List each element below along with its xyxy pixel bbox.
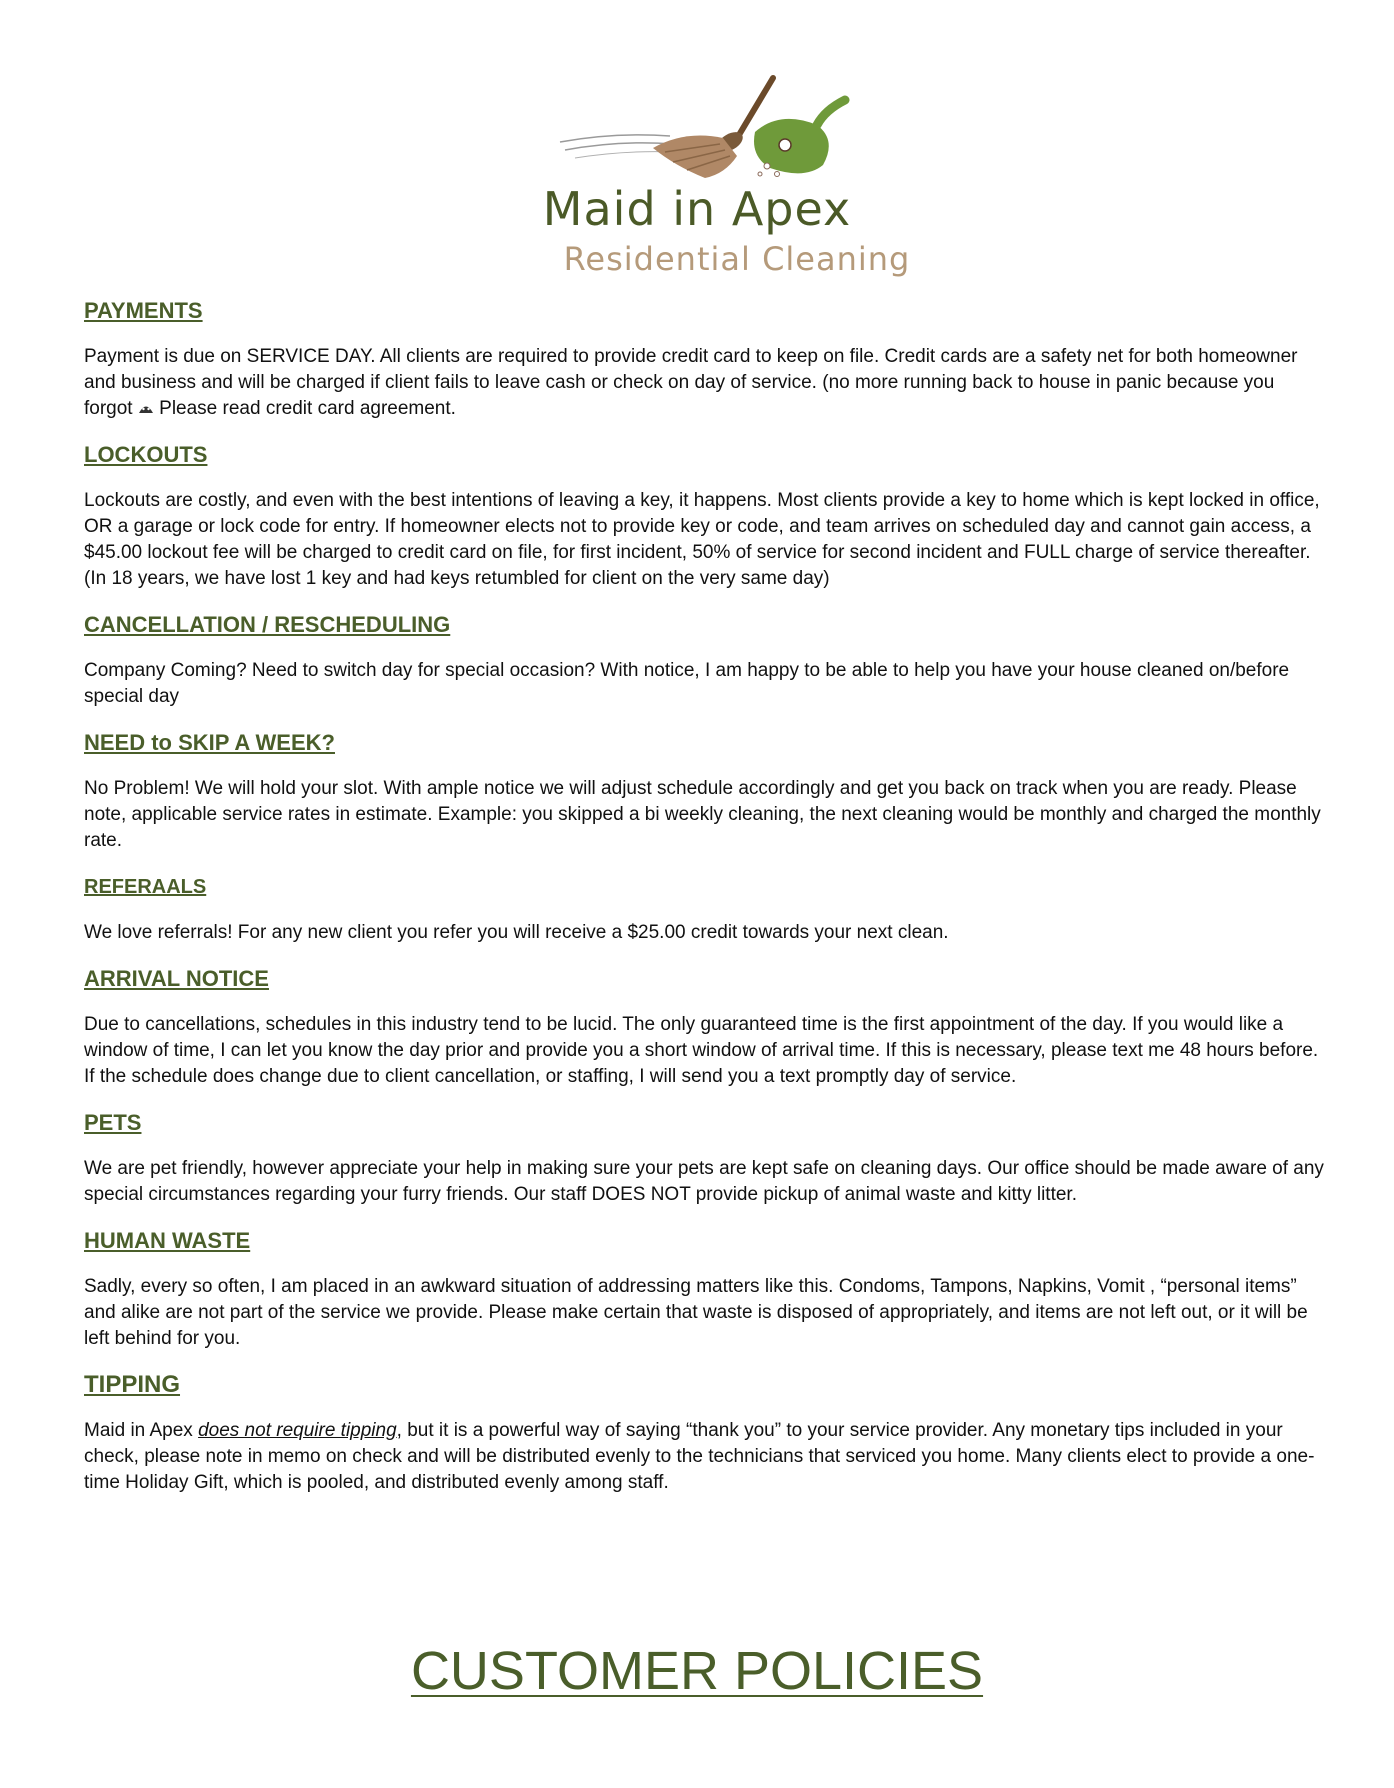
section-heading-tipping: TIPPING (84, 1371, 181, 1398)
footer-title: CUSTOMER POLICIES (410, 1641, 984, 1701)
section-heading-referrals: REFERAALS (84, 876, 207, 898)
section-heading-payments: PAYMENTS (84, 298, 203, 323)
tipping-text-part1: Maid in Apex (84, 1420, 199, 1441)
brand-name: Maid in Apex (542, 182, 852, 236)
section-body-payments (84, 344, 1324, 422)
payments-text-part2: Please read credit card agreement. (153, 398, 456, 419)
brand-tagline: Residential Cleaning (563, 240, 911, 278)
section-body-pets: We are pet friendly, however appreciate your help in making sure your pets are kept safe on cleaning days. Our office should be made aware of any special circumstances regarding your furry friends. Our staff DOES NOT provide pickup of animal waste and kitty litter. (84, 1158, 1324, 1205)
section-body-referrals: We love referrals! For any new client you refer you will receive a $25.00 credit towards your next clean. (84, 922, 949, 943)
section-heading-pets: PETS (84, 1110, 142, 1135)
tipping-emphasis: does not require tipping (198, 1420, 397, 1441)
section-heading-lockouts: LOCKOUTS (84, 442, 208, 467)
payments-text-part1: Payment is due on SERVICE DAY. All clients are required to provide credit card to keep on file. Credit cards are a safety net for both homeowner and business and will be charged if client fails to leave cash or check on day of service. (no more running back to house in panic because you forgot (84, 346, 1298, 419)
section-body-cancellation: Company Coming? Need to switch day for special occasion? With notice, I am happy to be able to help you have your house cleaned on/before special day (84, 660, 1290, 707)
section-heading-cancellation: CANCELLATION / RESCHEDULING (84, 612, 451, 637)
small-face-emoji-icon (138, 402, 154, 414)
policy-content (84, 298, 1324, 1516)
tipping-text-part2: , but it is a powerful way of saying “thank you” to your service provider. Any monetary tips included in your check, please note in memo on check and will be distributed evenly to the technicians that serviced you home. Many clients elect to provide a one-time Holiday Gift, which is pooled, and distributed evenly among staff. (84, 1420, 1315, 1493)
section-body-human-waste: Sadly, every so often, I am placed in an awkward situation of addressing matters like this. Condoms, Tampons, Napkins, Vomit , “personal items” and alike are not part of the service we provide. Please make certain that waste is disposed of appropriately, and items are not left out, or it will be left behind for you. (84, 1276, 1308, 1349)
section-body-lockouts: Lockouts are costly, and even with the best intentions of leaving a key, it happens. Most clients provide a key to home which is kept locked in office, OR a garage or lock code for entry. If homeowner elects not to provide key or code, and team arrives on scheduled day and cannot gain access, a $45.00 lockout fee will be charged to credit card on file, for first incident, 50% of service for second incident and FULL charge of service thereafter. (In 18 years, we have lost 1 key and had keys retumbled for client on the very same day) (84, 490, 1320, 589)
section-body-skip-week: No Problem! We will hold your slot. With ample notice we will adjust schedule accordingly and get you back on track when you are ready. Please note, applicable service rates in estimate. Example: you skipped a bi weekly cleaning, the next cleaning would be monthly and charged the monthly rate. (84, 778, 1321, 851)
section-body-tipping (84, 1418, 1324, 1496)
section-body-arrival: Due to cancellations, schedules in this industry tend to be lucid. The only guaranteed time is the first appointment of the day. If you would like a window of time, I can let you know the day prior and provide you a short window of arrival time. If this is necessary, please text me 48 hours before. If the schedule does change due to client cancellation, or staffing, I will send you a text promptly day of service. (84, 1014, 1319, 1087)
section-heading-human-waste: HUMAN WASTE (84, 1228, 251, 1253)
section-heading-skip-week: NEED to SKIP A WEEK? (84, 730, 335, 755)
broom-and-dustpan-icon (555, 70, 855, 185)
logo (0, 70, 1394, 280)
section-heading-arrival: ARRIVAL NOTICE (84, 966, 269, 991)
